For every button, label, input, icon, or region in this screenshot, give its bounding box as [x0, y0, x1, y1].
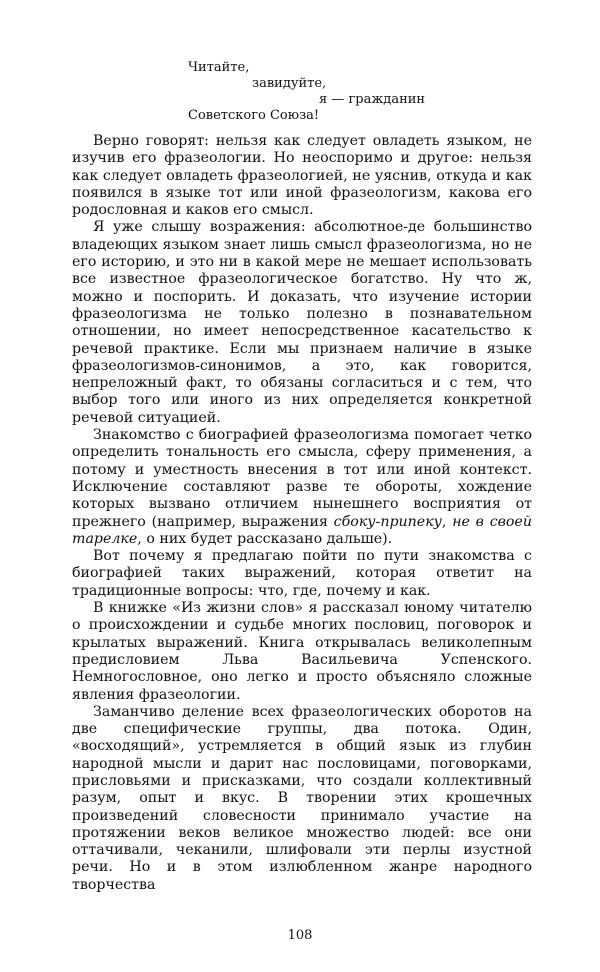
italic-phrase: сбоку-припеку: [333, 513, 442, 530]
text-span: , о них будет рассказано дальше).: [137, 530, 393, 547]
paragraph: Заманчиво деление всех фразеологических оборотов на две специфические группы, два потока. Один, «восходящий», устремляется в общий язык из глубин народной мысли и дарит нас пословицами, поговорками, присловьями и присказками, что создали коллективный разум, опыт и вкус. В творении этих крошечных произведений словесности принимало участие на протяжении веков великое множество людей: все они оттачивали, чеканили, шлифовали эти перлы изустной речи. Но и в этом излюбленном жанре народного творчества: [72, 703, 532, 893]
epigraph-line: Советского Союза!: [188, 108, 320, 123]
paragraph: [72, 427, 532, 548]
paragraph: В книжке «Из жизни слов» я рассказал юному читателю о происхождении и судьбе многих пословиц, поговорок и крылатых выражений. Книга открывалась великолепным предисловием Льва Васильевича Успенского. Немногословное, оно легко и просто объясняло сложные явления фразеологии.: [72, 600, 532, 703]
epigraph: [188, 60, 468, 124]
body-text: [72, 133, 532, 894]
page-number: 108: [287, 928, 313, 943]
epigraph-line: завидуйте,: [252, 76, 327, 91]
paragraph: Я уже слышу возражения: абсолютное-де большинство владеющих языком знает лишь смысл фразеологизма, но не его историю, и это ни в какой мере не мешает использовать все известное фразеологическое богатство. Ну что ж, можно и поспорить. И доказать, что изучение истории фразеологизма не только полезно в познавательном отношении, но имеет непосредственное касательство к речевой практике. Если мы признаем наличие в языке фразеологизмов-синонимов, а это, как говорится, непреложный факт, то обязаны согласиться и с тем, что выбор того или иного из них определяется конкретной речевой ситуацией.: [72, 219, 532, 426]
paragraph: Вот почему я предлагаю пойти по пути знакомства с биографией таких выражений, которая ответит на традиционные вопросы: что, где, почему и как.: [72, 548, 532, 599]
text-span: ,: [441, 513, 453, 530]
paragraph: Верно говорят: нельзя как следует овладеть языком, не изучив его фразеологии. Но неоспоримо и другое: нельзя как следует овладеть фразеологией, не уяснив, откуда и как появился в языке тот или иной фразеологизм, какова его родословная и каков его смысл.: [72, 133, 532, 219]
epigraph-line: я — гражданин: [319, 92, 426, 107]
italic-phrase: не в своей тарелке: [72, 513, 532, 547]
epigraph-line: Читайте,: [188, 60, 250, 75]
text-span: Знакомство с биографией фразеологизма помогает четко определить тональность его смысла, сферу применения, а потому и уместность внесения в тот или иной контекст. Исключение составляют разве те обороты, хождение которых вызвано отличием нынешнего восприятия от прежнего (например, выражения: [72, 427, 532, 530]
